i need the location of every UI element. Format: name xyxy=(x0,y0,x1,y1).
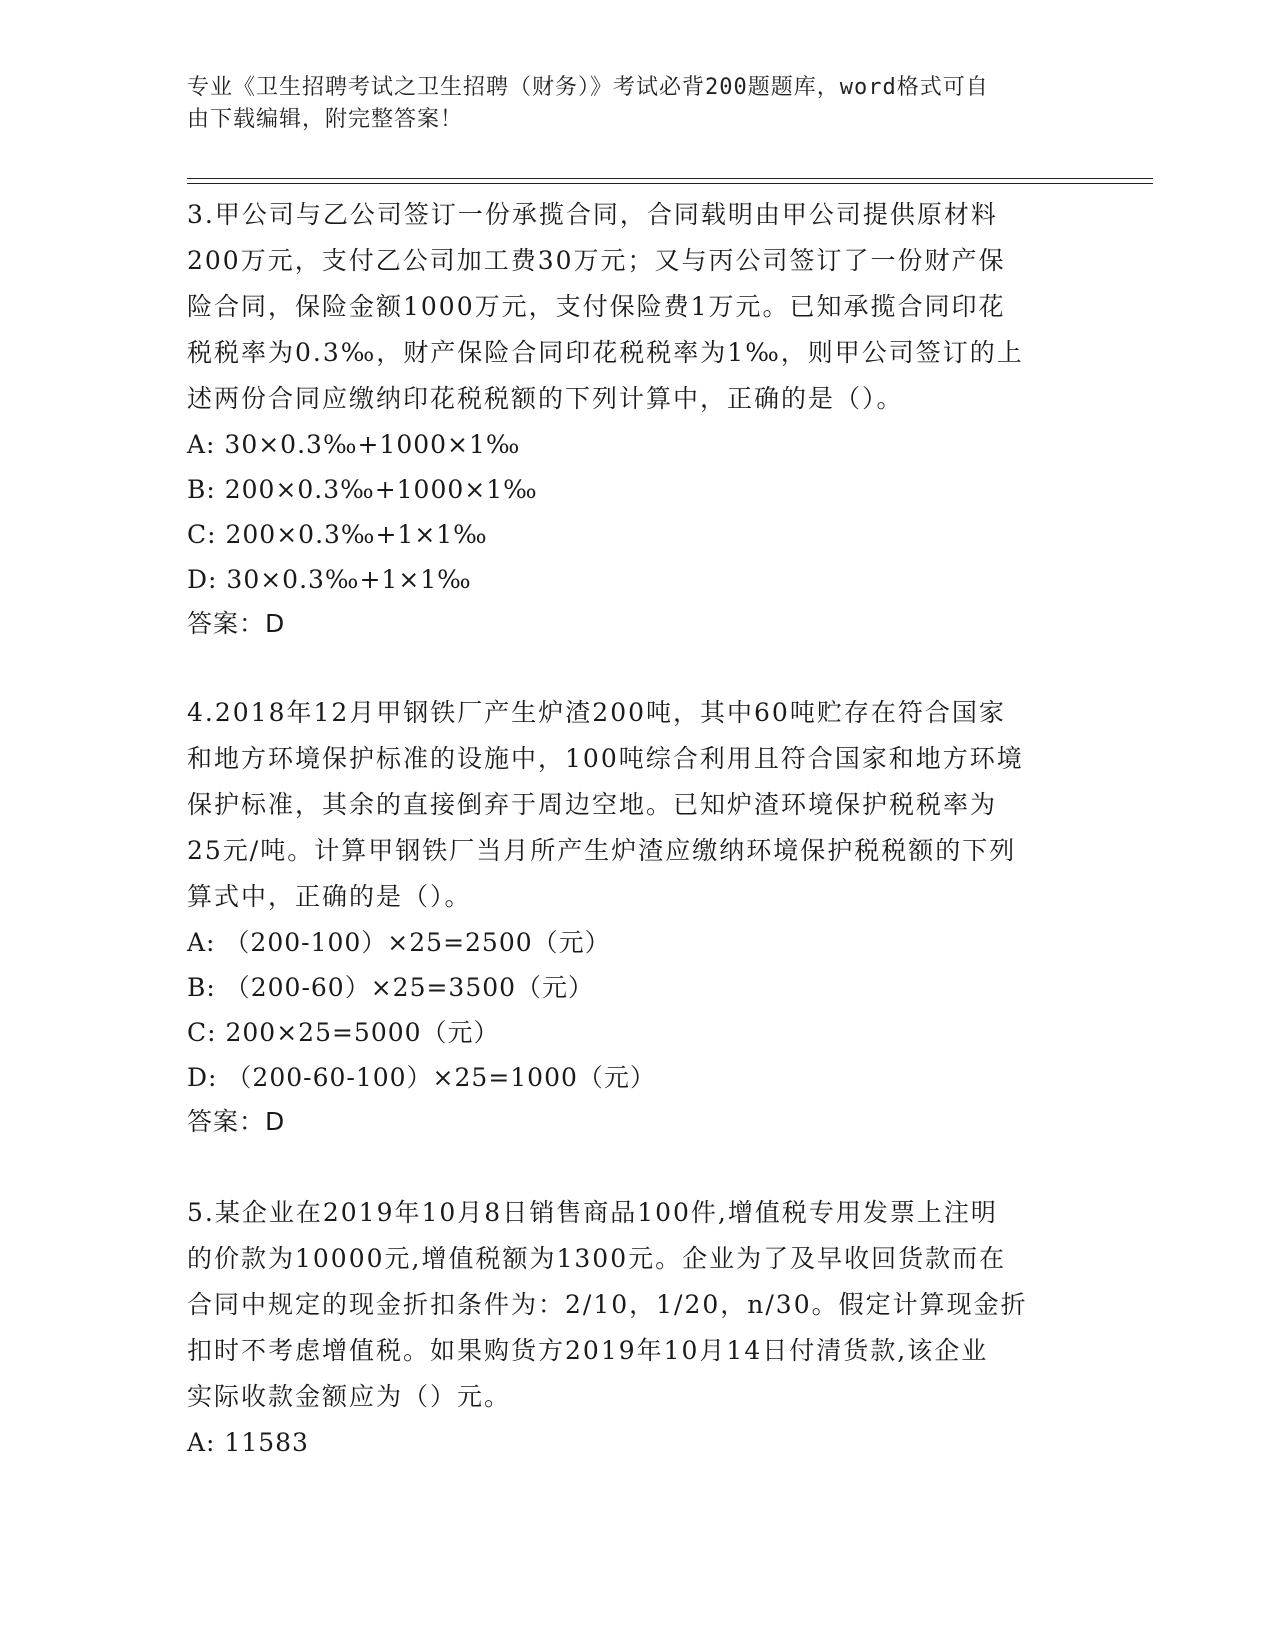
header-line-2: 由下载编辑，附完整答案！ xyxy=(187,107,464,132)
question-stem-line: 算式中，正确的是（）。 xyxy=(187,882,472,911)
question-stem-line: 述两份合同应缴纳印花税税额的下列计算中，正确的是（）。 xyxy=(187,384,904,413)
option-d: D: 30×0.3‰+1×1‰ xyxy=(187,565,472,594)
header-line-1: 专业《卫生招聘考试之卫生招聘（财务）》考试必背200题题库，word格式可自 xyxy=(187,75,989,100)
question-stem-line: 保护标准，其余的直接倒弃于周边空地。已知炉渣环境保护税税率为 xyxy=(187,790,998,819)
question-stem-line: 险合同，保险金额1000万元，支付保险费1万元。已知承揽合同印花 xyxy=(187,292,1006,321)
option-a: A: 11583 xyxy=(187,1428,309,1457)
header-divider-bottom xyxy=(187,183,1153,184)
option-d: D: （200-60-100）×25=1000（元） xyxy=(187,1063,656,1092)
answer-label: 答案：D xyxy=(187,609,286,638)
question-stem-line: 5.某企业在2019年10月8日销售商品100件,增值税专用发票上注明 xyxy=(187,1198,998,1227)
question-stem-line: 实际收款金额应为（）元。 xyxy=(187,1382,512,1411)
option-c: C: 200×25=5000（元） xyxy=(187,1018,500,1047)
option-c: C: 200×0.3‰+1×1‰ xyxy=(187,520,488,549)
question-stem-line: 4.2018年12月甲钢铁厂产生炉渣200吨，其中60吨贮存在符合国家 xyxy=(187,698,1006,727)
question-stem-line: 25元/吨。计算甲钢铁厂当月所产生炉渣应缴纳环境保护税税额的下列 xyxy=(187,836,1017,865)
question-stem-line: 3.甲公司与乙公司签订一份承揽合同，合同载明由甲公司提供原材料 xyxy=(187,200,998,229)
question-stem-line: 和地方环境保护标准的设施中，100吨综合利用且符合国家和地方环境 xyxy=(187,744,1024,773)
question-stem-line: 的价款为10000元,增值税额为1300元。企业为了及早收回货款而在 xyxy=(187,1244,1007,1273)
answer-label: 答案：D xyxy=(187,1107,286,1136)
option-a: A: 30×0.3‰+1000×1‰ xyxy=(187,430,521,459)
question-3 xyxy=(187,192,1087,646)
question-4 xyxy=(187,690,1087,1144)
option-b: B: 200×0.3‰+1000×1‰ xyxy=(187,475,538,504)
question-stem-line: 税税率为0.3‰，财产保险合同印花税税率为1‰，则甲公司签订的上 xyxy=(187,338,1024,367)
option-a: A: （200-100）×25=2500（元） xyxy=(187,928,611,957)
document-header xyxy=(187,72,1067,136)
header-divider-top xyxy=(187,178,1153,179)
question-stem-line: 扣时不考虑增值税。如果购货方2019年10月14日付清货款,该企业 xyxy=(187,1336,989,1365)
question-stem-line: 合同中规定的现金折扣条件为：2/10，1/20，n/30。假定计算现金折 xyxy=(187,1290,1028,1319)
question-stem-line: 200万元，支付乙公司加工费30万元；又与丙公司签订了一份财产保 xyxy=(187,246,1006,275)
option-b: B: （200-60）×25=3500（元） xyxy=(187,973,595,1002)
question-5 xyxy=(187,1190,1087,1465)
